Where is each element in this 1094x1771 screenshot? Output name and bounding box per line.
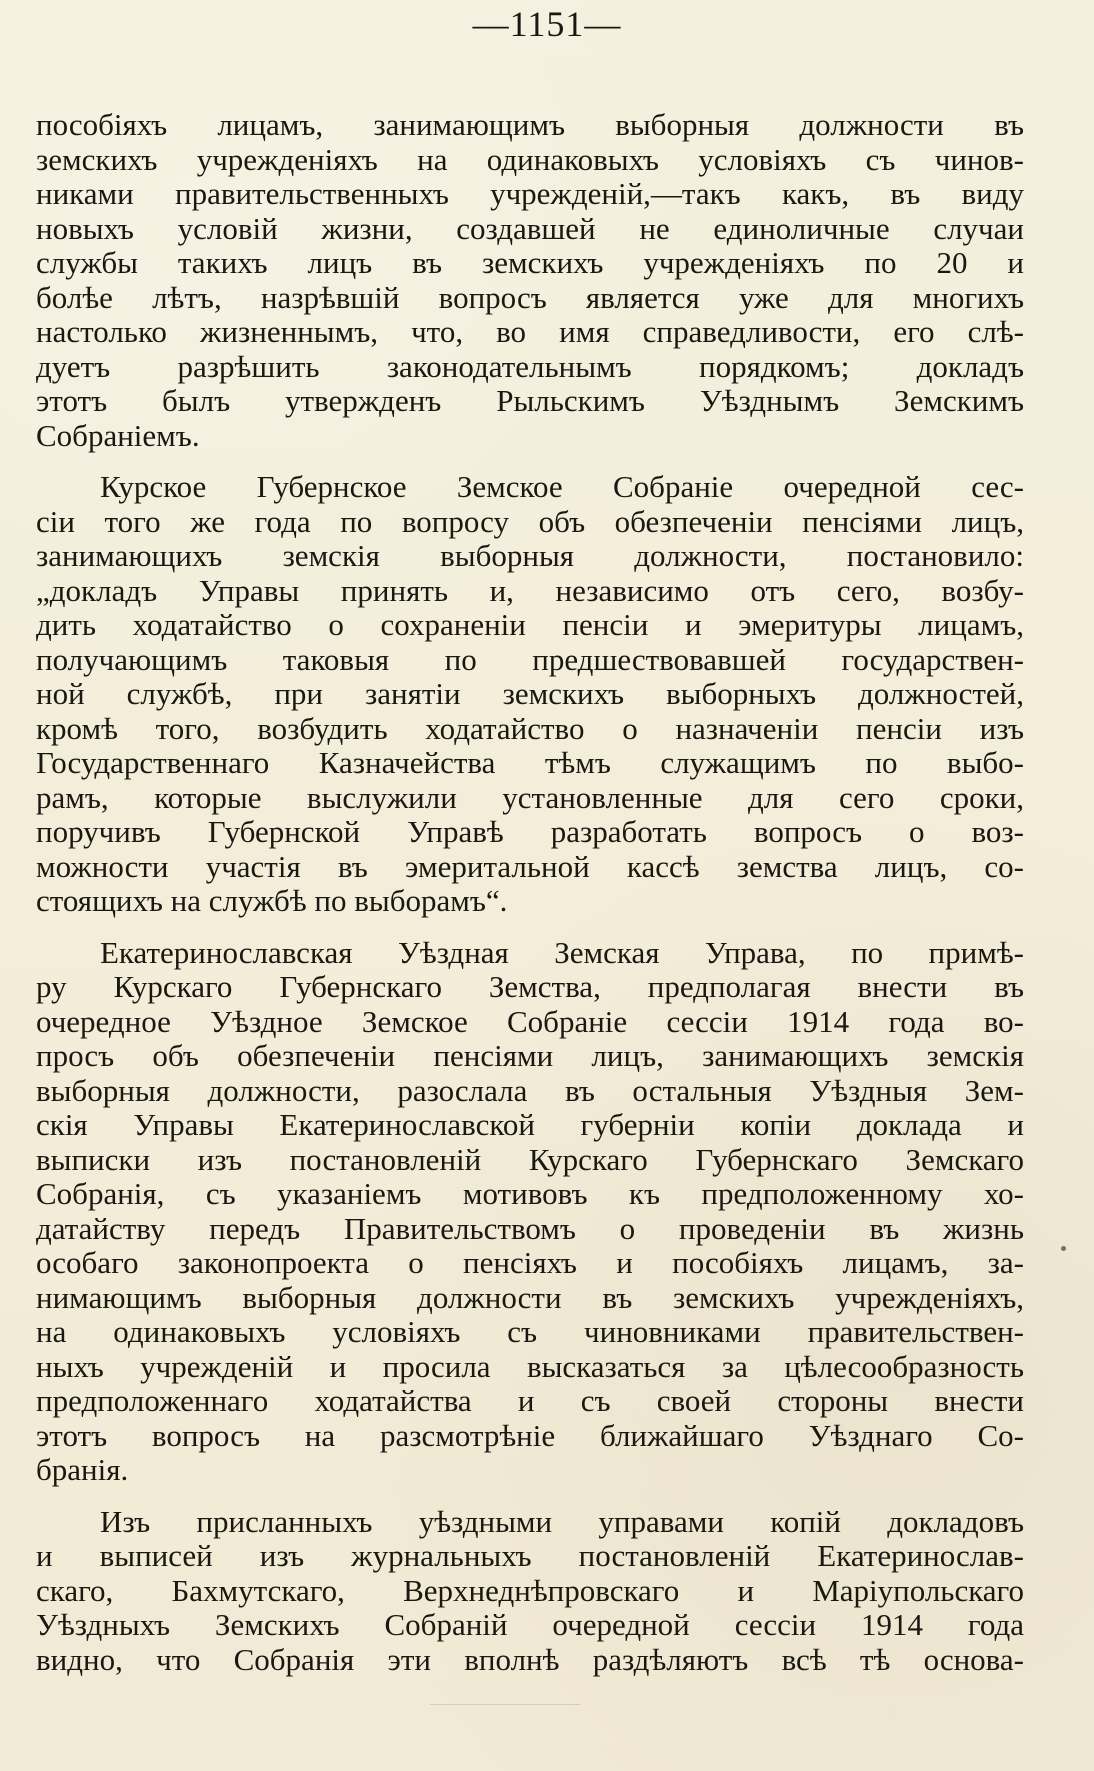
text-line: выписки изъ постановленій Курскаго Губернскаго Земскаго <box>36 1141 1024 1177</box>
text-line: настолько жизненнымъ, что, во имя справедливости, его слѣ- <box>36 314 1024 349</box>
text-line: на одинаковыхъ условіяхъ съ чиновниками правительствен- <box>36 1314 1024 1349</box>
text-line: „докладъ Управы принять и, независимо отъ сего, возбу- <box>36 572 1024 608</box>
paragraph-1 <box>36 108 1024 453</box>
text-line: Государственнаго Казначейства тѣмъ служащимъ по выбо- <box>36 745 1024 780</box>
text-line: болѣе лѣтъ, назрѣвшій вопросъ является уже для многихъ <box>36 279 1024 315</box>
text-line: никами правительственныхъ учрежденій,—такъ какъ, въ виду <box>36 176 1024 211</box>
text-line: пособіяхъ лицамъ, занимающимъ выборныя должности въ <box>36 107 1024 142</box>
text-line: Изъ присланныхъ уѣздными управами копій докладовъ <box>100 1503 1024 1539</box>
text-line: этотъ вопросъ на разсмотрѣніе ближайшаго Уѣзднаго Со- <box>36 1417 1024 1453</box>
text-line: сіи того же года по вопросу объ обезпеченіи пенсіями лицъ, <box>36 503 1024 539</box>
text-line: выборныя должности, разослала въ остальныя Уѣздныя Зем- <box>36 1072 1024 1108</box>
text-line: просъ объ обезпеченіи пенсіями лицъ, занимающихъ земскія <box>36 1038 1024 1073</box>
text-line: датайству передъ Правительствомъ о проведеніи въ жизнь <box>36 1210 1024 1246</box>
margin-dot <box>1061 1246 1066 1251</box>
text-line: ру Курскаго Губернскаго Земства, предполагая внести въ <box>36 969 1024 1004</box>
text-line: получающимъ таковыя по предшествовавшей государствен- <box>36 641 1024 677</box>
text-line: ной службѣ, при занятіи земскихъ выборныхъ должностей, <box>36 676 1024 711</box>
text-line: занимающихъ земскія выборныя должности, постановило: <box>36 538 1024 573</box>
text-line: дить ходатайство о сохраненіи пенсіи и эмеритуры лицамъ, <box>36 607 1024 642</box>
page-number: —1151— <box>472 4 622 44</box>
text-line: Курское Губернское Земское Собраніе очередной сес- <box>100 469 1024 504</box>
text-line: и выписей изъ журнальныхъ постановленій Екатеринослав- <box>36 1538 1024 1573</box>
bottom-rule <box>430 1704 580 1705</box>
paragraph-3 <box>36 936 1024 1488</box>
text-line: поручивъ Губернской Управѣ разработать вопросъ о воз- <box>36 814 1024 849</box>
body-text <box>36 108 1024 1694</box>
text-line: Екатеринославская Уѣздная Земская Управа, по примѣ- <box>100 934 1024 970</box>
text-line: можности участія въ эмеритальной кассѣ земства лицъ, со- <box>36 848 1024 884</box>
text-line: службы такихъ лицъ въ земскихъ учрежденіяхъ по 20 и <box>36 245 1024 280</box>
text-line: стоящихъ на службѣ по выборамъ“. <box>36 883 508 918</box>
text-line: предположеннаго ходатайства и съ своей стороны внести <box>36 1383 1024 1418</box>
text-line: бранія. <box>36 1452 129 1487</box>
text-line: рамъ, которые выслужили установленные для сего сроки, <box>36 779 1024 815</box>
text-line: очередное Уѣздное Земское Собраніе сессіи 1914 года во- <box>36 1003 1024 1039</box>
paragraph-4 <box>36 1505 1024 1678</box>
text-line: Собранія, съ указаніемъ мотивовъ къ предположенному хо- <box>36 1176 1024 1211</box>
text-line: кромѣ того, возбудить ходатайство о назначеніи пенсіи изъ <box>36 710 1024 746</box>
text-line: особаго законопроекта о пенсіяхъ и пособіяхъ лицамъ, за- <box>36 1245 1024 1280</box>
text-line: скія Управы Екатеринославской губерніи копіи доклада и <box>36 1107 1024 1142</box>
text-line: Собраніемъ. <box>36 417 200 453</box>
text-line: ныхъ учрежденій и просила высказаться за цѣлесообразность <box>36 1348 1024 1384</box>
text-line: видно, что Собранія эти вполнѣ раздѣляютъ всѣ тѣ основа- <box>36 1641 1024 1677</box>
paragraph-2 <box>36 470 1024 919</box>
text-line: нимающимъ выборныя должности въ земскихъ учрежденіяхъ, <box>36 1279 1024 1315</box>
text-line: этотъ былъ утвержденъ Рыльскимъ Уѣзднымъ Земскимъ <box>36 383 1024 418</box>
text-line: новыхъ условій жизни, создавшей не единоличные случаи <box>36 210 1024 246</box>
text-line: дуетъ разрѣшить законодательнымъ порядкомъ; докладъ <box>36 348 1024 384</box>
text-line: земскихъ учрежденіяхъ на одинаковыхъ условіяхъ съ чинов- <box>36 141 1024 177</box>
text-line: скаго, Бахмутскаго, Верхнеднѣпровскаго и Маріупольскаго <box>36 1572 1024 1608</box>
text-line: Уѣздныхъ Земскихъ Собраній очередной сессіи 1914 года <box>36 1607 1024 1642</box>
